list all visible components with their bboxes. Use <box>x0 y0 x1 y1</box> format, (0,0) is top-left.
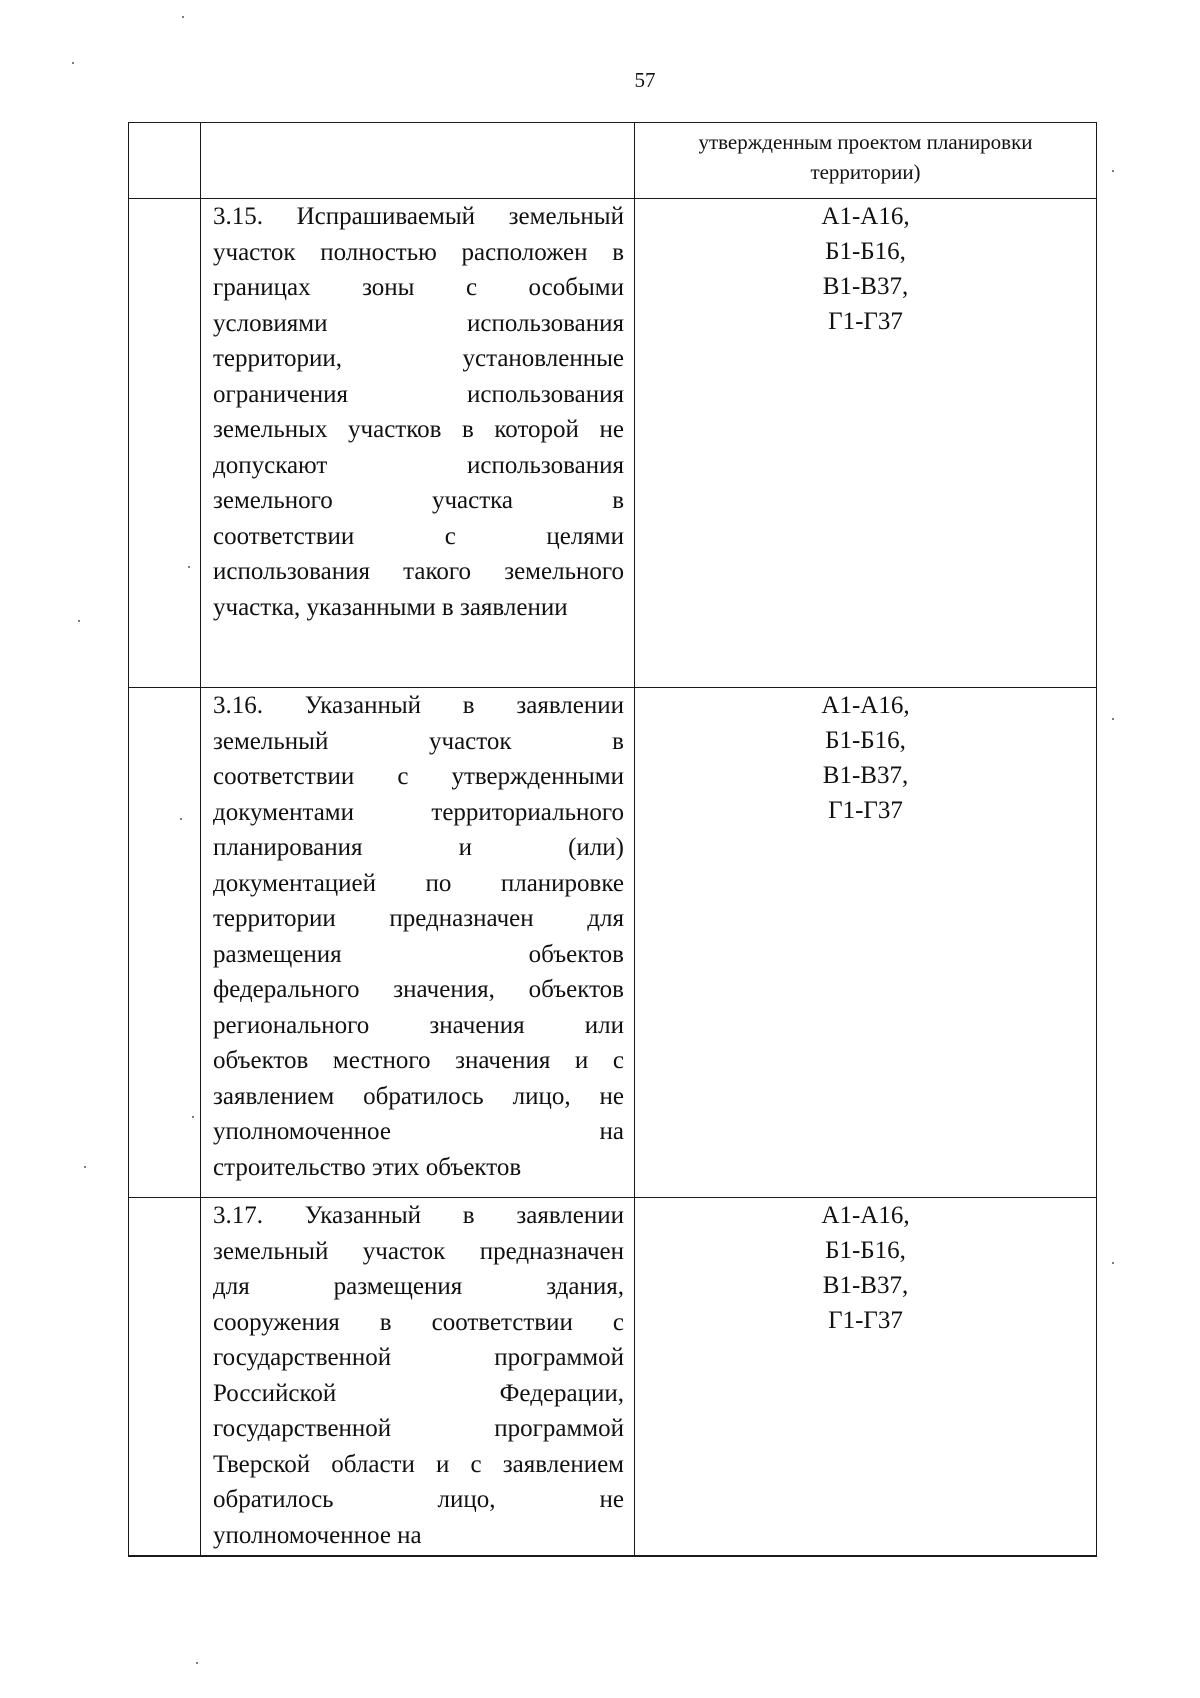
code-range: В1-В37, <box>822 762 909 789</box>
index-column-cell <box>129 199 201 688</box>
code-list-cell <box>635 1198 1097 1556</box>
condition-text-line: государственной программой <box>213 1415 624 1442</box>
condition-text <box>201 688 634 1185</box>
condition-text-line: сооружения в соответствии с <box>213 1308 624 1336</box>
scan-speck <box>1112 1262 1114 1264</box>
header-note: утвержденным проектом планировки территории) <box>698 130 1033 184</box>
condition-text-line: государственной программой <box>213 1344 624 1371</box>
condition-text-line: документами территориального <box>213 798 624 826</box>
index-column-cell <box>129 123 201 199</box>
code-range: Г1-Г37 <box>828 797 903 824</box>
condition-text-line: соответствии с целями <box>213 522 624 550</box>
condition-text-line: земельный участок в <box>213 727 624 755</box>
scan-speck <box>192 1116 194 1118</box>
code-range: Б1-Б16, <box>825 238 906 265</box>
condition-text-line: федерального значения, объектов <box>213 976 624 1003</box>
scan-speck <box>188 566 190 568</box>
condition-text-line: регионального значения или <box>213 1011 624 1039</box>
condition-text-line: документацией по планировке <box>213 869 624 897</box>
scan-speck <box>1112 718 1114 720</box>
condition-text-line: границах зоны с особыми <box>213 274 624 301</box>
condition-text-line: соответствии с утвержденными <box>213 763 624 790</box>
condition-text-line: объектов местного значения и с <box>213 1047 624 1074</box>
code-list <box>635 688 1096 828</box>
code-range: В1-В37, <box>822 273 909 300</box>
scan-speck <box>78 620 80 622</box>
scan-speck <box>180 818 182 820</box>
code-range: А1-А16, <box>821 203 910 230</box>
condition-text-line: участок полностью расположен в <box>213 238 624 266</box>
empty-text-cell <box>201 123 635 199</box>
condition-text-line: размещения объектов <box>213 940 624 968</box>
condition-text-line: участка, указанными в заявлении <box>213 593 568 621</box>
condition-text-cell <box>201 688 635 1198</box>
page-number: 57 <box>634 68 656 92</box>
condition-text-line: использования такого земельного <box>213 558 624 585</box>
table-row-3-16 <box>129 688 1097 1198</box>
condition-text-line: уполномоченное на <box>213 1118 624 1145</box>
condition-text-cell <box>201 199 635 688</box>
condition-text-line: 3.17. Указанный в заявлении <box>213 1202 624 1229</box>
code-range: А1-А16, <box>821 692 910 719</box>
condition-text-line: условиями использования <box>213 309 624 337</box>
condition-text-line: 3.15. Испрашиваемый земельный <box>213 203 624 230</box>
condition-text-line: обратилось лицо, не <box>213 1486 624 1513</box>
document-table <box>128 122 1097 1557</box>
code-list <box>635 199 1096 339</box>
code-range: В1-В37, <box>822 1272 909 1299</box>
header-note-cell <box>635 123 1097 199</box>
code-list <box>635 1198 1096 1338</box>
condition-text-line: допускают использования <box>213 451 624 479</box>
condition-text-line: Российской Федерации, <box>213 1379 624 1407</box>
code-range: А1-А16, <box>821 1202 910 1229</box>
condition-text-line: территории, установленные <box>213 345 624 372</box>
condition-text-line: заявлением обратилось лицо, не <box>213 1082 624 1110</box>
code-range: Б1-Б16, <box>825 1237 906 1264</box>
condition-text-line: для размещения здания, <box>213 1273 624 1300</box>
table-row-3-15 <box>129 199 1097 688</box>
index-column-cell <box>129 1198 201 1556</box>
code-list-cell <box>635 199 1097 688</box>
condition-text <box>201 199 634 625</box>
condition-text-cell <box>201 1198 635 1556</box>
condition-text-line: территории предназначен для <box>213 905 624 932</box>
code-range: Б1-Б16, <box>825 727 906 754</box>
scan-speck <box>1112 170 1114 172</box>
condition-text-line: уполномоченное на <box>213 1521 422 1549</box>
condition-text-line: земельный участок предназначен <box>213 1237 624 1265</box>
condition-text <box>201 1198 634 1553</box>
condition-text-line: планирования и (или) <box>213 834 624 861</box>
table-header-row <box>129 123 1097 199</box>
condition-text-line: земельных участков в которой не <box>213 416 624 443</box>
condition-text-line: земельного участка в <box>213 487 624 514</box>
code-range: Г1-Г37 <box>828 308 903 335</box>
table-row-3-17 <box>129 1198 1097 1556</box>
code-range: Г1-Г37 <box>828 1307 903 1334</box>
scan-speck <box>72 62 74 64</box>
condition-text-line: ограничения использования <box>213 380 624 408</box>
index-column-cell <box>129 688 201 1198</box>
scan-speck <box>196 1662 198 1664</box>
scan-speck <box>84 1166 86 1168</box>
scan-speck <box>182 16 184 18</box>
code-list-cell <box>635 688 1097 1198</box>
condition-text-line: 3.16. Указанный в заявлении <box>213 692 624 719</box>
condition-text-line: Тверской области и с заявлением <box>213 1450 624 1478</box>
condition-text-line: строительство этих объектов <box>213 1153 522 1181</box>
